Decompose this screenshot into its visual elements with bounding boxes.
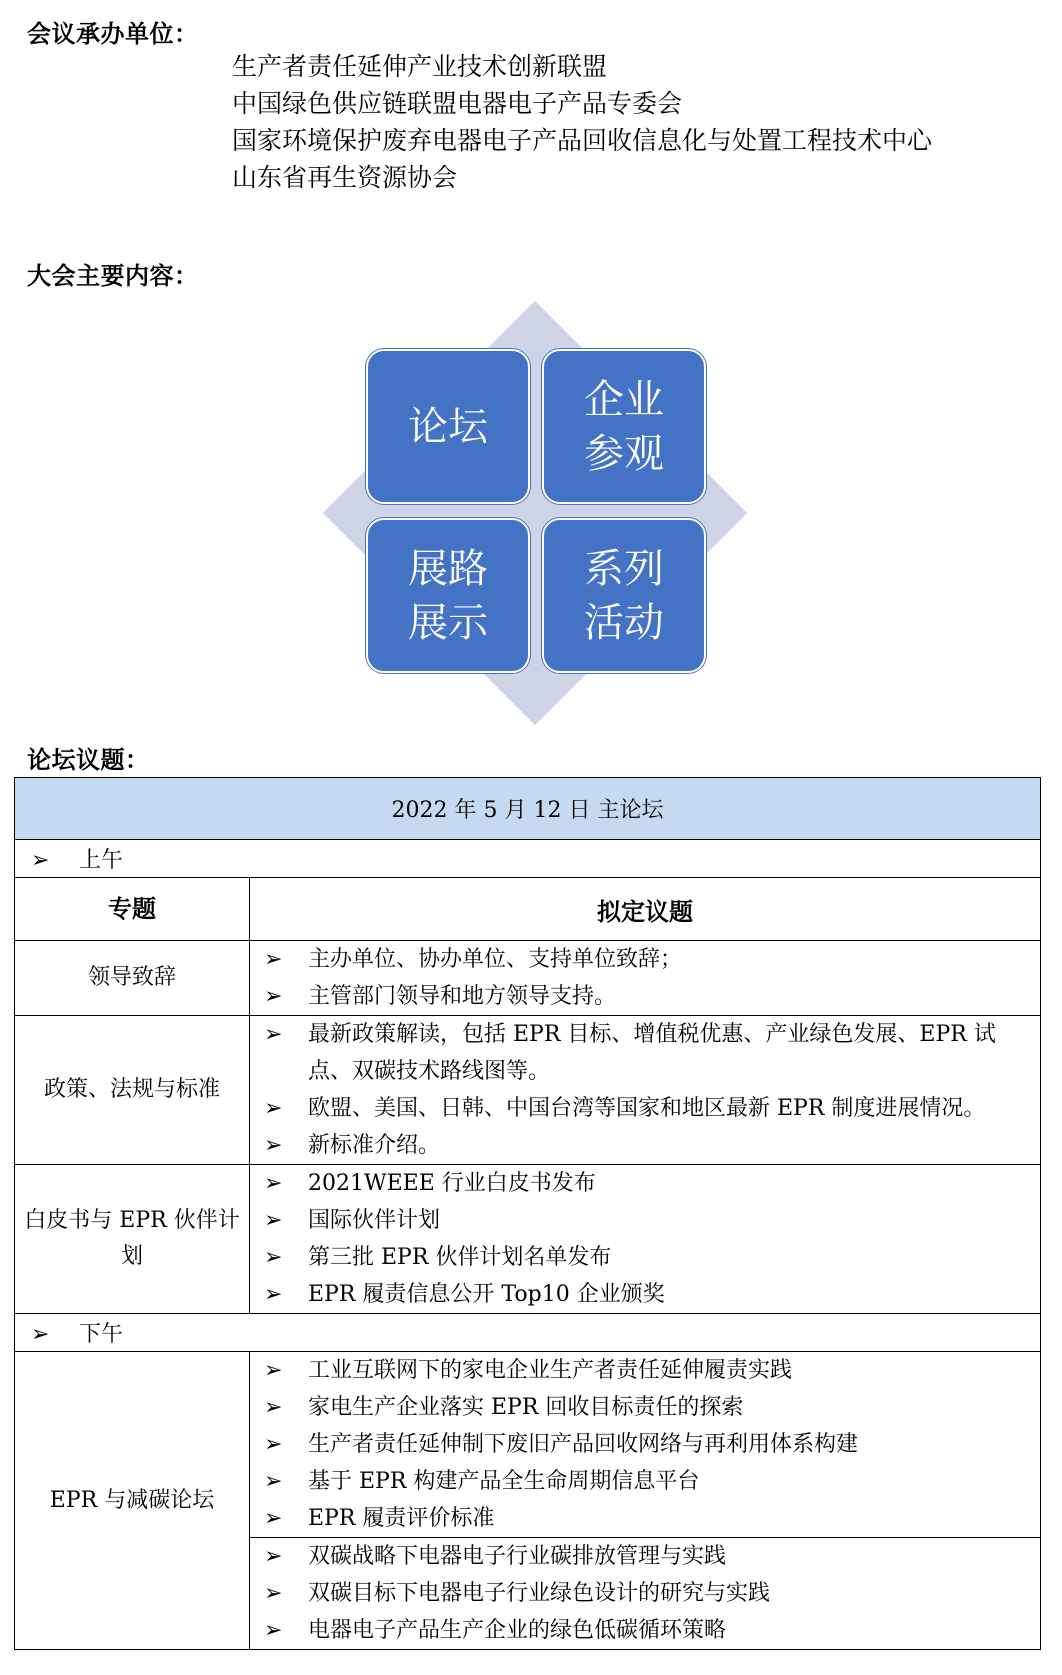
bullet-arrow-icon: ➢ xyxy=(31,848,50,873)
bullet-arrow-icon: ➢ xyxy=(264,947,283,972)
topic-cell: 政策、法规与标准 xyxy=(15,1016,250,1165)
bullet-arrow-icon: ➢ xyxy=(264,1282,283,1307)
table-row xyxy=(15,1165,1041,1314)
bullet-arrow-icon: ➢ xyxy=(264,984,283,1009)
list-item: ➢ 2021WEEE 行业白皮书发布 xyxy=(250,1165,1040,1202)
topic-cell: 白皮书与 EPR 伙伴计划 xyxy=(15,1165,250,1314)
bullet-arrow-icon: ➢ xyxy=(264,1581,283,1606)
agenda-item-list xyxy=(250,1538,1040,1649)
agenda-cell xyxy=(250,1016,1041,1165)
list-item: ➢ 电器电子产品生产企业的绿色低碳循环策略 xyxy=(250,1612,1040,1649)
topic-cell: 领导致辞 xyxy=(15,941,250,1016)
list-item: ➢ 主管部门领导和地方领导支持。 xyxy=(250,978,1040,1015)
list-item: ➢ 生产者责任延伸制下废旧产品回收网络与再利用体系构建 xyxy=(250,1426,1040,1463)
organizer-item: 山东省再生资源协会 xyxy=(232,163,458,192)
organizer-item: 中国绿色供应链联盟电器电子产品专委会 xyxy=(232,89,683,118)
session-label-morning: 上午 xyxy=(79,848,124,873)
agenda-banner-row xyxy=(15,778,1041,840)
session-row-morning xyxy=(15,840,1041,878)
organizer-item: 国家环境保护废弃电器电子产品回收信息化与处置工程技术中心 xyxy=(232,126,933,155)
table-row xyxy=(15,1016,1041,1165)
bullet-arrow-icon: ➢ xyxy=(264,1208,283,1233)
list-item: ➢ 新标准介绍。 xyxy=(250,1127,1040,1164)
content-diagram xyxy=(320,308,750,718)
bullet-arrow-icon: ➢ xyxy=(264,1469,283,1494)
bullet-arrow-icon: ➢ xyxy=(264,1171,283,1196)
agenda-header-row xyxy=(15,878,1041,941)
list-item: ➢ 最新政策解读，包括 EPR 目标、增值税优惠、产业绿色发展、EPR 试点、双碳技术路线图等。 xyxy=(250,1016,1040,1090)
agenda-item-list xyxy=(250,1352,1040,1537)
topic-cell: EPR 与减碳论坛 xyxy=(15,1352,250,1650)
list-item: ➢ 第三批 EPR 伙伴计划名单发布 xyxy=(250,1239,1040,1276)
list-item: ➢ 国际伙伴计划 xyxy=(250,1202,1040,1239)
agenda-date-banner: 2022 年 5 月 12 日 主论坛 xyxy=(15,778,1041,840)
session-label-afternoon: 下午 xyxy=(79,1322,124,1347)
agenda-item-list xyxy=(250,1016,1040,1164)
main-content-heading: 大会主要内容： xyxy=(27,262,199,290)
organizer-list xyxy=(232,48,932,196)
bullet-arrow-icon: ➢ xyxy=(264,1022,283,1047)
column-header-agenda: 拟定议题 xyxy=(250,878,1041,941)
bullet-arrow-icon: ➢ xyxy=(264,1358,283,1383)
list-item: ➢ EPR 履责评价标准 xyxy=(250,1500,1040,1537)
bullet-arrow-icon: ➢ xyxy=(264,1618,283,1643)
bullet-arrow-icon: ➢ xyxy=(264,1395,283,1420)
list-item: ➢ 工业互联网下的家电企业生产者责任延伸履责实践 xyxy=(250,1352,1040,1389)
session-row-afternoon xyxy=(15,1314,1041,1352)
list-item: ➢ 家电生产企业落实 EPR 回收目标责任的探索 xyxy=(250,1389,1040,1426)
agenda-item-list xyxy=(250,941,1040,1015)
diagram-tile-forum: 论坛 xyxy=(366,349,530,504)
agenda-cell xyxy=(250,1538,1041,1650)
diagram-tile-activities: 系列 活动 xyxy=(542,518,706,673)
list-item: ➢ 双碳目标下电器电子行业绿色设计的研究与实践 xyxy=(250,1575,1040,1612)
list-item: ➢ 欧盟、美国、日韩、中国台湾等国家和地区最新 EPR 制度进展情况。 xyxy=(250,1090,1040,1127)
organizers-heading: 会议承办单位： xyxy=(27,20,199,48)
bullet-arrow-icon: ➢ xyxy=(264,1506,283,1531)
agenda-cell xyxy=(250,1352,1041,1538)
table-row xyxy=(15,941,1041,1016)
list-item: ➢ 主办单位、协办单位、支持单位致辞； xyxy=(250,941,1040,978)
agenda-table xyxy=(14,777,1041,1650)
table-row xyxy=(15,1352,1041,1538)
list-item: ➢ 双碳战略下电器电子行业碳排放管理与实践 xyxy=(250,1538,1040,1575)
column-header-topic: 专题 xyxy=(15,878,250,941)
bullet-arrow-icon: ➢ xyxy=(264,1096,283,1121)
diagram-tile-visit: 企业 参观 xyxy=(542,349,706,504)
bullet-arrow-icon: ➢ xyxy=(31,1322,50,1347)
agenda-cell xyxy=(250,1165,1041,1314)
list-item: ➢ 基于 EPR 构建产品全生命周期信息平台 xyxy=(250,1463,1040,1500)
agenda-item-list xyxy=(250,1165,1040,1313)
organizer-item: 生产者责任延伸产业技术创新联盟 xyxy=(232,52,608,81)
bullet-arrow-icon: ➢ xyxy=(264,1544,283,1569)
bullet-arrow-icon: ➢ xyxy=(264,1432,283,1457)
bullet-arrow-icon: ➢ xyxy=(264,1245,283,1270)
forum-topics-heading: 论坛议题： xyxy=(27,746,150,774)
agenda-cell xyxy=(250,941,1041,1016)
list-item: ➢ EPR 履责信息公开 Top10 企业颁奖 xyxy=(250,1276,1040,1313)
bullet-arrow-icon: ➢ xyxy=(264,1133,283,1158)
diagram-tile-exhibition: 展路 展示 xyxy=(366,518,530,673)
